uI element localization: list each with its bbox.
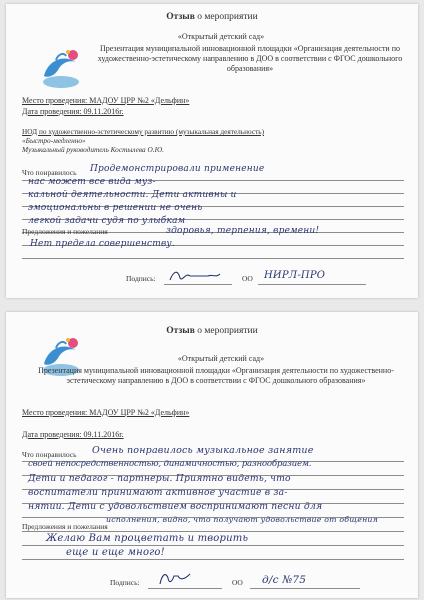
liked-handwriting-line-3: Дети и педагог - партнеры. Приятно видеть, что <box>28 473 291 484</box>
place-field: Место проведения: МАДОУ ЦРР №2 «Дельфин» <box>22 96 190 105</box>
liked-label: Что понравилось <box>22 450 77 459</box>
liked-handwriting-line-4: эмоциональны в решении не очень <box>28 203 203 213</box>
wishes-handwriting-line-1: Желаю Вам процветать и творить <box>46 533 249 544</box>
feedback-form-2 <box>6 312 418 598</box>
wishes-handwriting-line-2: Нет предела совершенству. <box>30 239 175 249</box>
event-description: Презентация муниципальной инновационной площадки «Организация деятельности по художественно-эстетическому направлению в ДОО в соответствии с ФГОС дошкольного образования» <box>38 366 394 385</box>
liked-handwriting-line-5: легкой задачи судя по улыбкам <box>28 216 186 226</box>
title-bold: Отзыв <box>166 12 195 22</box>
event-line-2: «Быстро-медленно» <box>22 136 86 145</box>
date-field: Дата проведения: 09.11.2016г. <box>22 107 124 116</box>
signature-label: Подпись: <box>126 274 156 283</box>
feedback-form-1 <box>6 4 418 298</box>
title-rest: о мероприятии <box>197 12 258 22</box>
org-line <box>258 284 366 285</box>
form-title <box>6 12 418 22</box>
wishes-handwriting-line-2: еще и еще много! <box>66 547 165 558</box>
org-handwriting: НИРЛ-ПРО <box>264 270 326 281</box>
liked-handwriting-line-4: воспитатели принимают активное участие в за- <box>28 487 288 498</box>
org-label: ОО <box>242 274 253 283</box>
dolphin-logo <box>38 46 84 92</box>
liked-handwriting-line-1: Продемонстрировали применение <box>90 164 265 174</box>
liked-handwriting-line-6: исполнения, видно, что получают удовольствие от общения <box>106 515 379 524</box>
event-description: Презентация муниципальной инновационной площадки «Организация деятельности по художественно-эстетическому направлению в ДОО в соответствии с ФГОС дошкольного образования» <box>97 44 403 73</box>
liked-label: Что понравилось <box>22 168 77 177</box>
date-field: Дата проведения: 09.11.2016г. <box>22 430 124 439</box>
line <box>22 531 404 532</box>
line <box>22 258 404 259</box>
wishes-label: Предложения и пожелания <box>22 227 108 236</box>
liked-handwriting-line-5: нятии. Дети с удовольствием воспринимают песни для <box>28 501 323 512</box>
title-rest: о мероприятии <box>197 326 258 336</box>
org-line <box>250 588 360 589</box>
liked-handwriting-line-3: кальной деятельности. Дети активны и <box>28 190 237 200</box>
signature-line <box>164 284 232 285</box>
event-subtitle: «Открытый детский сад» <box>177 354 265 363</box>
liked-handwriting-line-2: нас может все вида муз- <box>28 177 156 187</box>
place-field: Место проведения: МАДОУ ЦРР №2 «Дельфин» <box>22 408 190 417</box>
liked-handwriting-line-1: Очень понравилось музыкальное занятие <box>92 445 314 456</box>
signature-scribble <box>156 570 196 588</box>
wishes-label: Предложения и пожелания <box>22 522 108 531</box>
event-subtitle: «Открытый детский сад» <box>177 32 265 41</box>
event-info <box>22 127 264 154</box>
signature-line <box>148 588 222 589</box>
wishes-handwriting-line-1: здоровья, терпения, времени! <box>166 226 320 236</box>
title-bold: Отзыв <box>166 326 195 336</box>
line <box>22 559 404 560</box>
signature-scribble <box>168 268 222 284</box>
liked-handwriting-line-2: своей непосредственностью, динамичностью, разнообразием. <box>28 459 312 469</box>
event-line-1: НОД по художественно-эстетическому развитию (музыкальная деятельность) <box>22 127 265 136</box>
event-line-3: Музыкальный руководитель Костылева О.Ю. <box>22 145 164 154</box>
org-handwriting: д/с №75 <box>262 574 307 586</box>
signature-label: Подпись: <box>110 578 140 587</box>
org-label: ОО <box>232 578 243 587</box>
line <box>22 545 404 546</box>
